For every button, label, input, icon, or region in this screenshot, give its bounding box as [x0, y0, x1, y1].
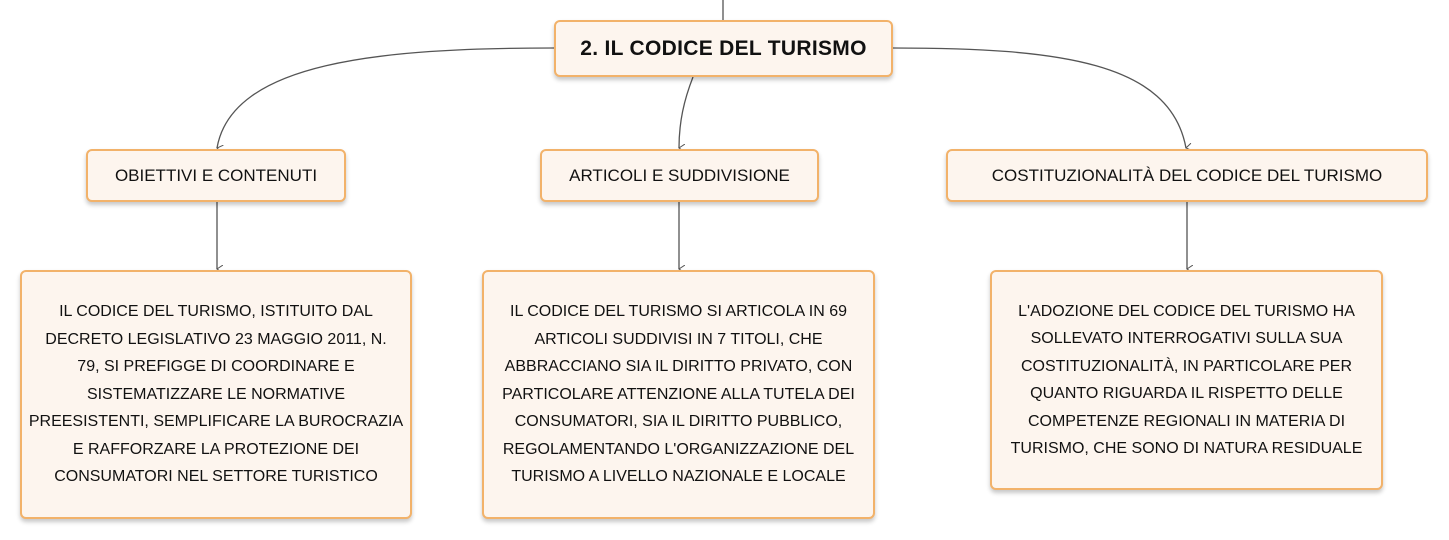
text-line: QUANTO RIGUARDA IL RISPETTO DELLE — [1030, 385, 1343, 402]
text-line: TURISMO A LIVELLO NAZIONALE E LOCALE — [511, 468, 846, 486]
text-line: COMPETENZE REGIONALI IN MATERIA DI — [1027, 412, 1346, 430]
text-line: L'ADOZIONE DEL CODICE DEL TURISMO HA — [1018, 302, 1355, 320]
text-line: IL CODICE DEL TURISMO, ISTITUITO DAL — [59, 303, 373, 321]
branch-title: OBIETTIVI E CONTENUTI — [114, 165, 318, 185]
branch-title: ARTICOLI E SUDDIVISIONE — [569, 165, 790, 185]
branch-node-costituzionalita[interactable] — [946, 149, 1428, 202]
text-node-articoli[interactable] — [482, 270, 875, 519]
text-line: E RAFFORZARE LA PROTEZIONE DEI — [72, 440, 360, 458]
root-title: 2. IL CODICE DEL TURISMO — [580, 36, 867, 60]
text-line: DECRETO LEGISLATIVO 23 MAGGIO 2011, N. — [45, 330, 387, 348]
text-line: CONSUMATORI, SIA IL DIRITTO PUBBLICO, — [514, 413, 843, 431]
text-line: IL CODICE DEL TURISMO SI ARTICOLA IN 69 — [510, 303, 847, 321]
text-line: TURISMO, CHE SONO DI NATURA RESIDUALE — [1010, 440, 1363, 457]
text-line: SISTEMATIZZARE LE NORMATIVE — [86, 385, 346, 403]
root-node[interactable] — [554, 20, 893, 77]
text-node-obiettivi[interactable] — [20, 270, 412, 519]
branch-title: COSTITUZIONALITÀ DEL CODICE DEL TURISMO — [991, 165, 1383, 185]
text-node-body — [29, 298, 403, 491]
text-line: ARTICOLI SUDDIVISI IN 7 TITOLI, CHE — [534, 330, 823, 348]
text-node-costituzionalita[interactable] — [990, 270, 1383, 490]
text-line: PARTICOLARE ATTENZIONE ALLA TUTELA DEI — [502, 385, 855, 403]
text-line: COSTITUZIONALITÀ, IN PARTICOLARE PER — [1020, 357, 1352, 375]
branch-node-articoli[interactable] — [540, 149, 819, 202]
text-line: PREESISTENTI, SEMPLIFICARE LA BUROCRAZIA — [28, 413, 404, 431]
text-line: SOLLEVATO INTERROGATIVI SULLA SUA — [1030, 330, 1343, 347]
text-line: REGOLAMENTANDO L'ORGANIZZAZIONE DEL — [502, 440, 855, 458]
text-line: 79, SI PREFIGGE DI COORDINARE E — [77, 358, 355, 376]
text-line: ABBRACCIANO SIA IL DIRITTO PRIVATO, CON — [504, 358, 853, 376]
connector-root-to-articoli — [679, 77, 693, 148]
text-line: CONSUMATORI NEL SETTORE TURISTICO — [54, 468, 378, 486]
connector-root-to-costituzionalita — [893, 48, 1186, 148]
connector-root-to-obiettivi — [217, 48, 554, 148]
text-node-body — [1011, 298, 1363, 463]
branch-node-obiettivi[interactable] — [86, 149, 346, 202]
text-node-body — [502, 298, 855, 491]
